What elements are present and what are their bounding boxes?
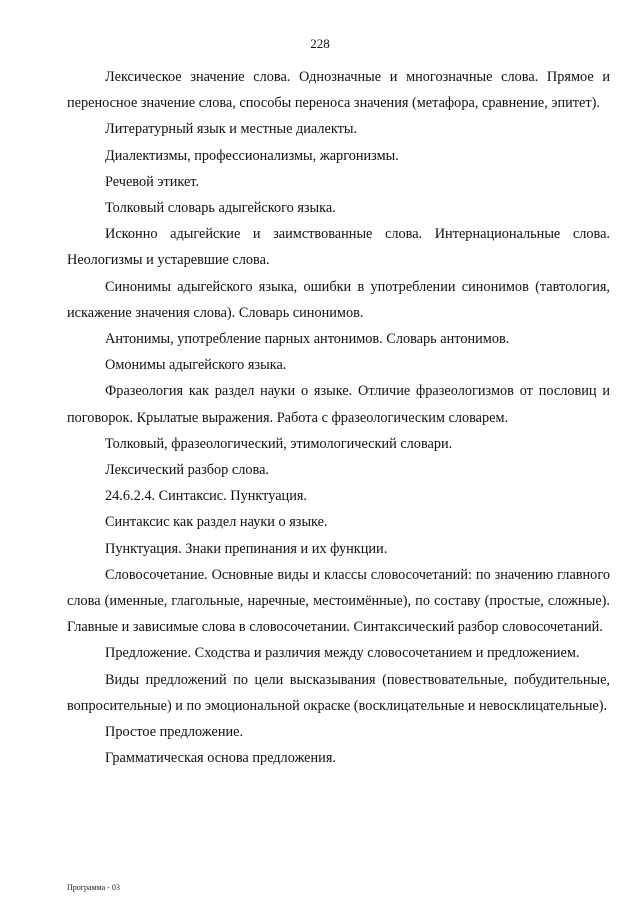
section-heading-syntax: 24.6.2.4. Синтаксис. Пунктуация. <box>105 488 307 505</box>
paragraph-speech-etiquette: Речевой этикет. <box>105 173 200 190</box>
paragraph-lexical-analysis: Лексический разбор слова. <box>105 462 269 479</box>
page-number: 228 <box>310 36 330 51</box>
paragraph-sentence-types: Виды предложений по цели высказывания (повествовательные, побудительные, вопросительные) и по эмоциональной окраске (восклицательные и невосклицательные). <box>67 671 610 714</box>
footer-program-label: Программа - 03 <box>67 883 120 892</box>
paragraph-homonyms: Омонимы адыгейского языка. <box>105 357 287 374</box>
paragraph-dictionaries: Толковый, фразеологический, этимологический словари. <box>105 435 453 452</box>
paragraph-simple-sentence: Простое предложение. <box>105 724 244 741</box>
paragraph-synonyms: Синонимы адыгейского языка, ошибки в употреблении синонимов (тавтология, искажение значения слова). Словарь синонимов. <box>67 278 610 321</box>
paragraph-sentence: Предложение. Сходства и различия между словосочетанием и предложением. <box>105 645 580 662</box>
paragraph-punctuation: Пунктуация. Знаки препинания и их функции. <box>105 540 388 557</box>
paragraph-word-combination: Словосочетание. Основные виды и классы словосочетаний: по значению главного слова (именные, глагольные, наречные, местоимённые), по составу (простые, сложные). Главные и зависимые слова в словосочетании. Синтаксический разбор словосочетаний. <box>67 566 610 636</box>
body-text <box>67 64 610 771</box>
paragraph-lexical-meaning: Лексическое значение слова. Однозначные и многозначные слова. Прямое и переносное значение слова, способы переноса значения (метафора, сравнение, эпитет). <box>67 69 610 112</box>
paragraph-dialectisms: Диалектизмы, профессионализмы, жаргонизмы. <box>105 147 399 164</box>
paragraph-literary-language: Литературный язык и местные диалекты. <box>105 121 358 138</box>
paragraph-grammatical-basis: Грамматическая основа предложения. <box>105 750 336 767</box>
paragraph-native-borrowed-words: Исконно адыгейские и заимствованные слова. Интернациональные слова. Неологизмы и устаревшие слова. <box>67 226 610 269</box>
paragraph-syntax-science: Синтаксис как раздел науки о языке. <box>105 514 328 531</box>
paragraph-antonyms: Антонимы, употребление парных антонимов. Словарь антонимов. <box>105 331 510 348</box>
paragraph-explanatory-dictionary: Толковый словарь адыгейского языка. <box>105 200 336 217</box>
paragraph-phraseology: Фразеология как раздел науки о языке. Отличие фразеологизмов от пословиц и поговорок. Крылатые выражения. Работа с фразеологическим словарем. <box>67 383 610 426</box>
